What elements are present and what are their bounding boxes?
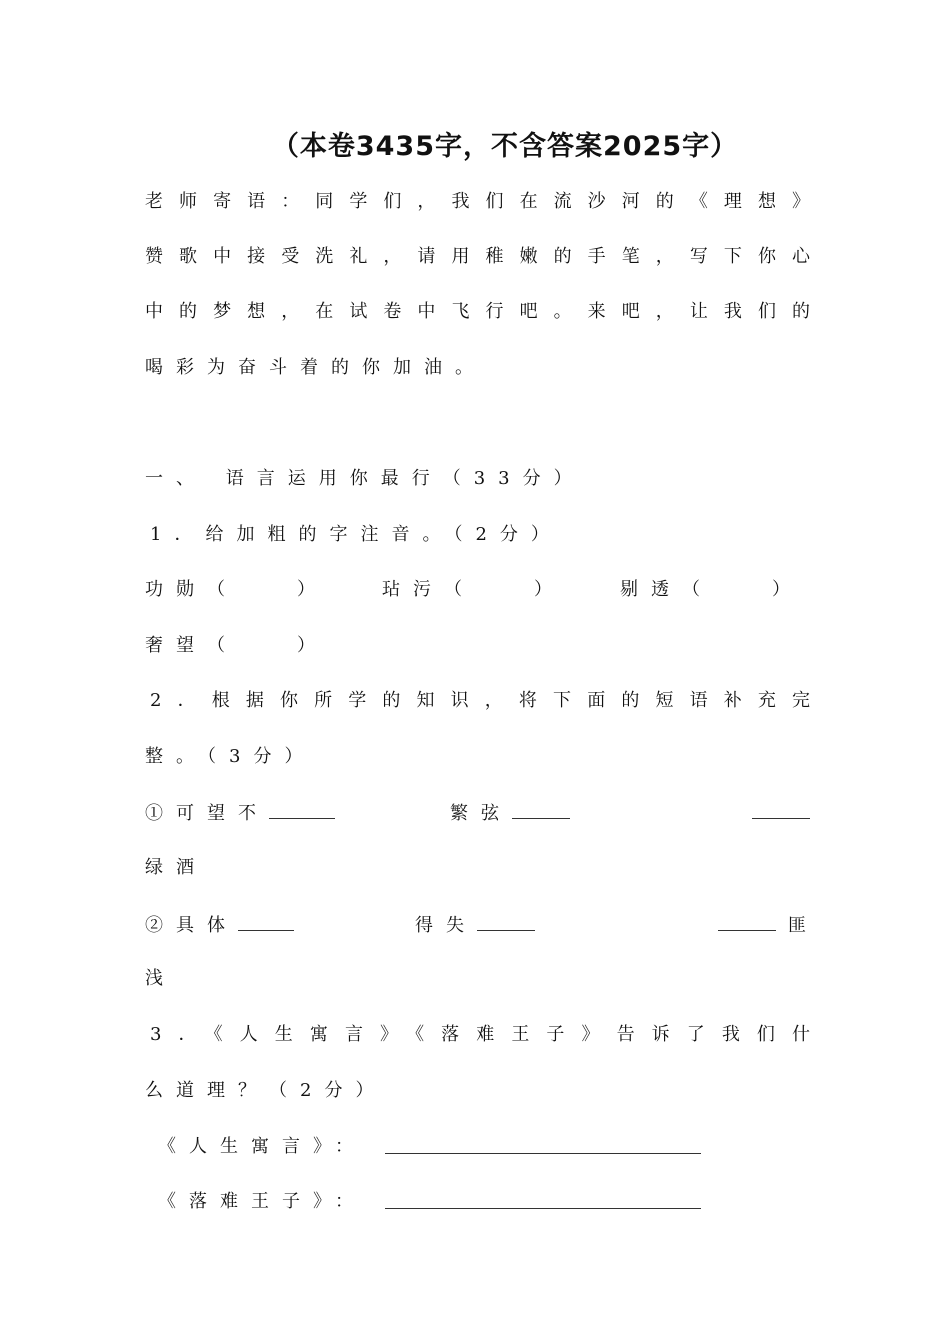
intro-line-2: 赞歌中接受洗礼，请用稚嫩的手笔，写下你心 — [145, 246, 810, 267]
fill-blank[interactable] — [238, 912, 294, 931]
intro-line-4: 喝彩为奋斗着的你加油。 — [145, 357, 486, 378]
answer-blank[interactable] — [385, 1190, 701, 1209]
intro-line-3: 中的梦想，在试卷中飞行吧。来吧，让我们的 — [145, 301, 810, 322]
q2-row-1-wrap: 绿酒 — [145, 857, 207, 878]
question-2-prompt-line-1: 2．根据你所学的知识，将下面的短语补充完 — [150, 690, 810, 711]
intro-line-1: 老师寄语：同学们，我们在流沙河的《理想》 — [145, 191, 810, 212]
phrase-item: ①可望不 — [145, 800, 335, 826]
word-item: 功勋（ ） — [145, 579, 315, 600]
word-item: 玷污（ ） — [382, 579, 552, 600]
fill-blank[interactable] — [477, 912, 535, 931]
question-2-prompt-line-2: 整。（3分） — [145, 746, 316, 767]
phrase-item: 匪 — [718, 912, 806, 938]
page-title: （本卷3435字，不含答案2025字） — [271, 131, 739, 162]
answer-label: 《人生寓言》： — [158, 1136, 366, 1157]
word-item: 奢望（ ） — [145, 635, 315, 656]
phrase-item — [752, 800, 810, 826]
q2-row-2-wrap: 浅 — [145, 968, 163, 989]
phrase-item: 得失 — [415, 912, 535, 938]
phrase-item: ②具体 — [145, 912, 294, 938]
question-1-prompt: 1．给加粗的字注音。（2分） — [150, 524, 562, 545]
fill-blank[interactable] — [752, 800, 810, 819]
answer-blank[interactable] — [385, 1135, 701, 1154]
answer-label: 《落难王子》： — [158, 1191, 366, 1212]
question-3-prompt-line-2: 么道理？（2分） — [145, 1080, 387, 1101]
fill-blank[interactable] — [512, 800, 570, 819]
phrase-item: 繁弦 — [450, 800, 570, 826]
q3-answer-row-1 — [158, 1135, 823, 1159]
fill-blank[interactable] — [269, 800, 335, 819]
word-item: 剔透（ ） — [620, 579, 790, 600]
section-heading: 一、 语言运用你最行（33分） — [145, 468, 585, 489]
question-3-prompt-line-1: 3．《人生寓言》《落难王子》告诉了我们什 — [150, 1024, 810, 1045]
q3-answer-row-2 — [158, 1190, 823, 1214]
fill-blank[interactable] — [718, 912, 776, 931]
